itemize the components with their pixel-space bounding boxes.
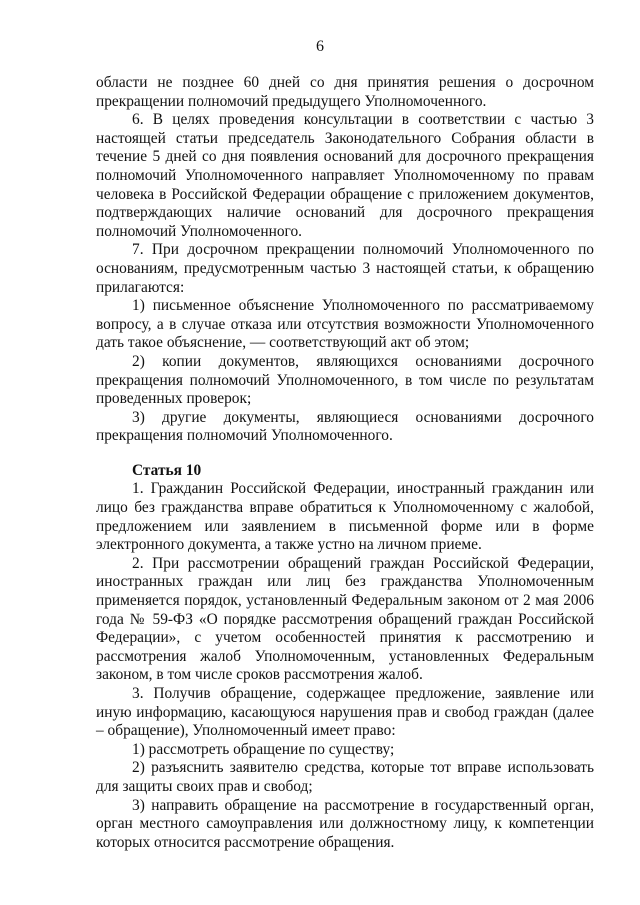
article-heading: Статья 10 xyxy=(132,461,202,479)
list-item: 3) направить обращение на рассмотрение в государственный орган, орган местного самоуправления или должностному лицу, к компетенции которых относится рассмотрение обращения. xyxy=(96,796,594,851)
list-item: 1) письменное объяснение Уполномоченного по рассматриваемому вопросу, а в случае отказа или отсутствия возможности Уполномоченного дать такое объяснение, — соответствующий акт об этом; xyxy=(96,297,594,352)
paragraph: 7. При досрочном прекращении полномочий Уполномоченного по основаниям, предусмотренным частью 3 настоящей статьи, к обращению прилагаются: xyxy=(96,241,594,296)
paragraph: области не позднее 60 дней со дня принятия решения о досрочном прекращении полномочий предыдущего Уполномоченного. xyxy=(96,74,594,110)
paragraph: 3. Получив обращение, содержащее предложение, заявление или иную информацию, касающуюся нарушения прав и свобод граждан (далее – обращение), Уполномоченный имеет право: xyxy=(96,685,594,740)
document-body xyxy=(96,74,594,852)
list-item: 1) рассмотреть обращение по существу; xyxy=(132,740,395,758)
paragraph: 1. Гражданин Российской Федерации, иностранный гражданин или лицо без гражданства вправе обратиться к Уполномоченному с жалобой, предложением или заявлением в письменной форме или в форме электронного документа, а также устно на личном приеме. xyxy=(96,480,594,554)
paragraph: 2. При рассмотрении обращений граждан Российской Федерации, иностранных граждан или лиц без гражданства Уполномоченным применяется порядок, установленный Федеральным законом от 2 мая 2006 года № 59-ФЗ «О порядке рассмотрения обращений граждан Российской Федерации», с учетом особенностей принятия к рассмотрению и рассмотрения жалоб Уполномоченным, установленных Федеральным законом, в том числе сроков рассмотрения жалоб. xyxy=(96,554,594,684)
list-item: 2) копии документов, являющихся основаниями досрочного прекращения полномочий Уполномоченного, в том числе по результатам проведенных проверок; xyxy=(96,352,594,408)
page-number: 6 xyxy=(316,38,324,55)
list-item: 2) разъяснить заявителю средства, которые тот вправе использовать для защиты своих прав и свобод; xyxy=(96,759,594,795)
paragraph: 6. В целях проведения консультации в соответствии с частью 3 настоящей статьи председатель Законодательного Собрания области в течение 5 дней со дня появления оснований для досрочного прекращения полномочий Уполномоченного направляет Уполномоченному по правам человека в Российской Федерации обращение с приложением документов, подтверждающих наличие оснований для досрочного прекращения полномочий Уполномоченного. xyxy=(96,111,594,240)
list-item: 3) другие документы, являющиеся основаниями досрочного прекращения полномочий Уполномоченного. xyxy=(96,408,594,445)
